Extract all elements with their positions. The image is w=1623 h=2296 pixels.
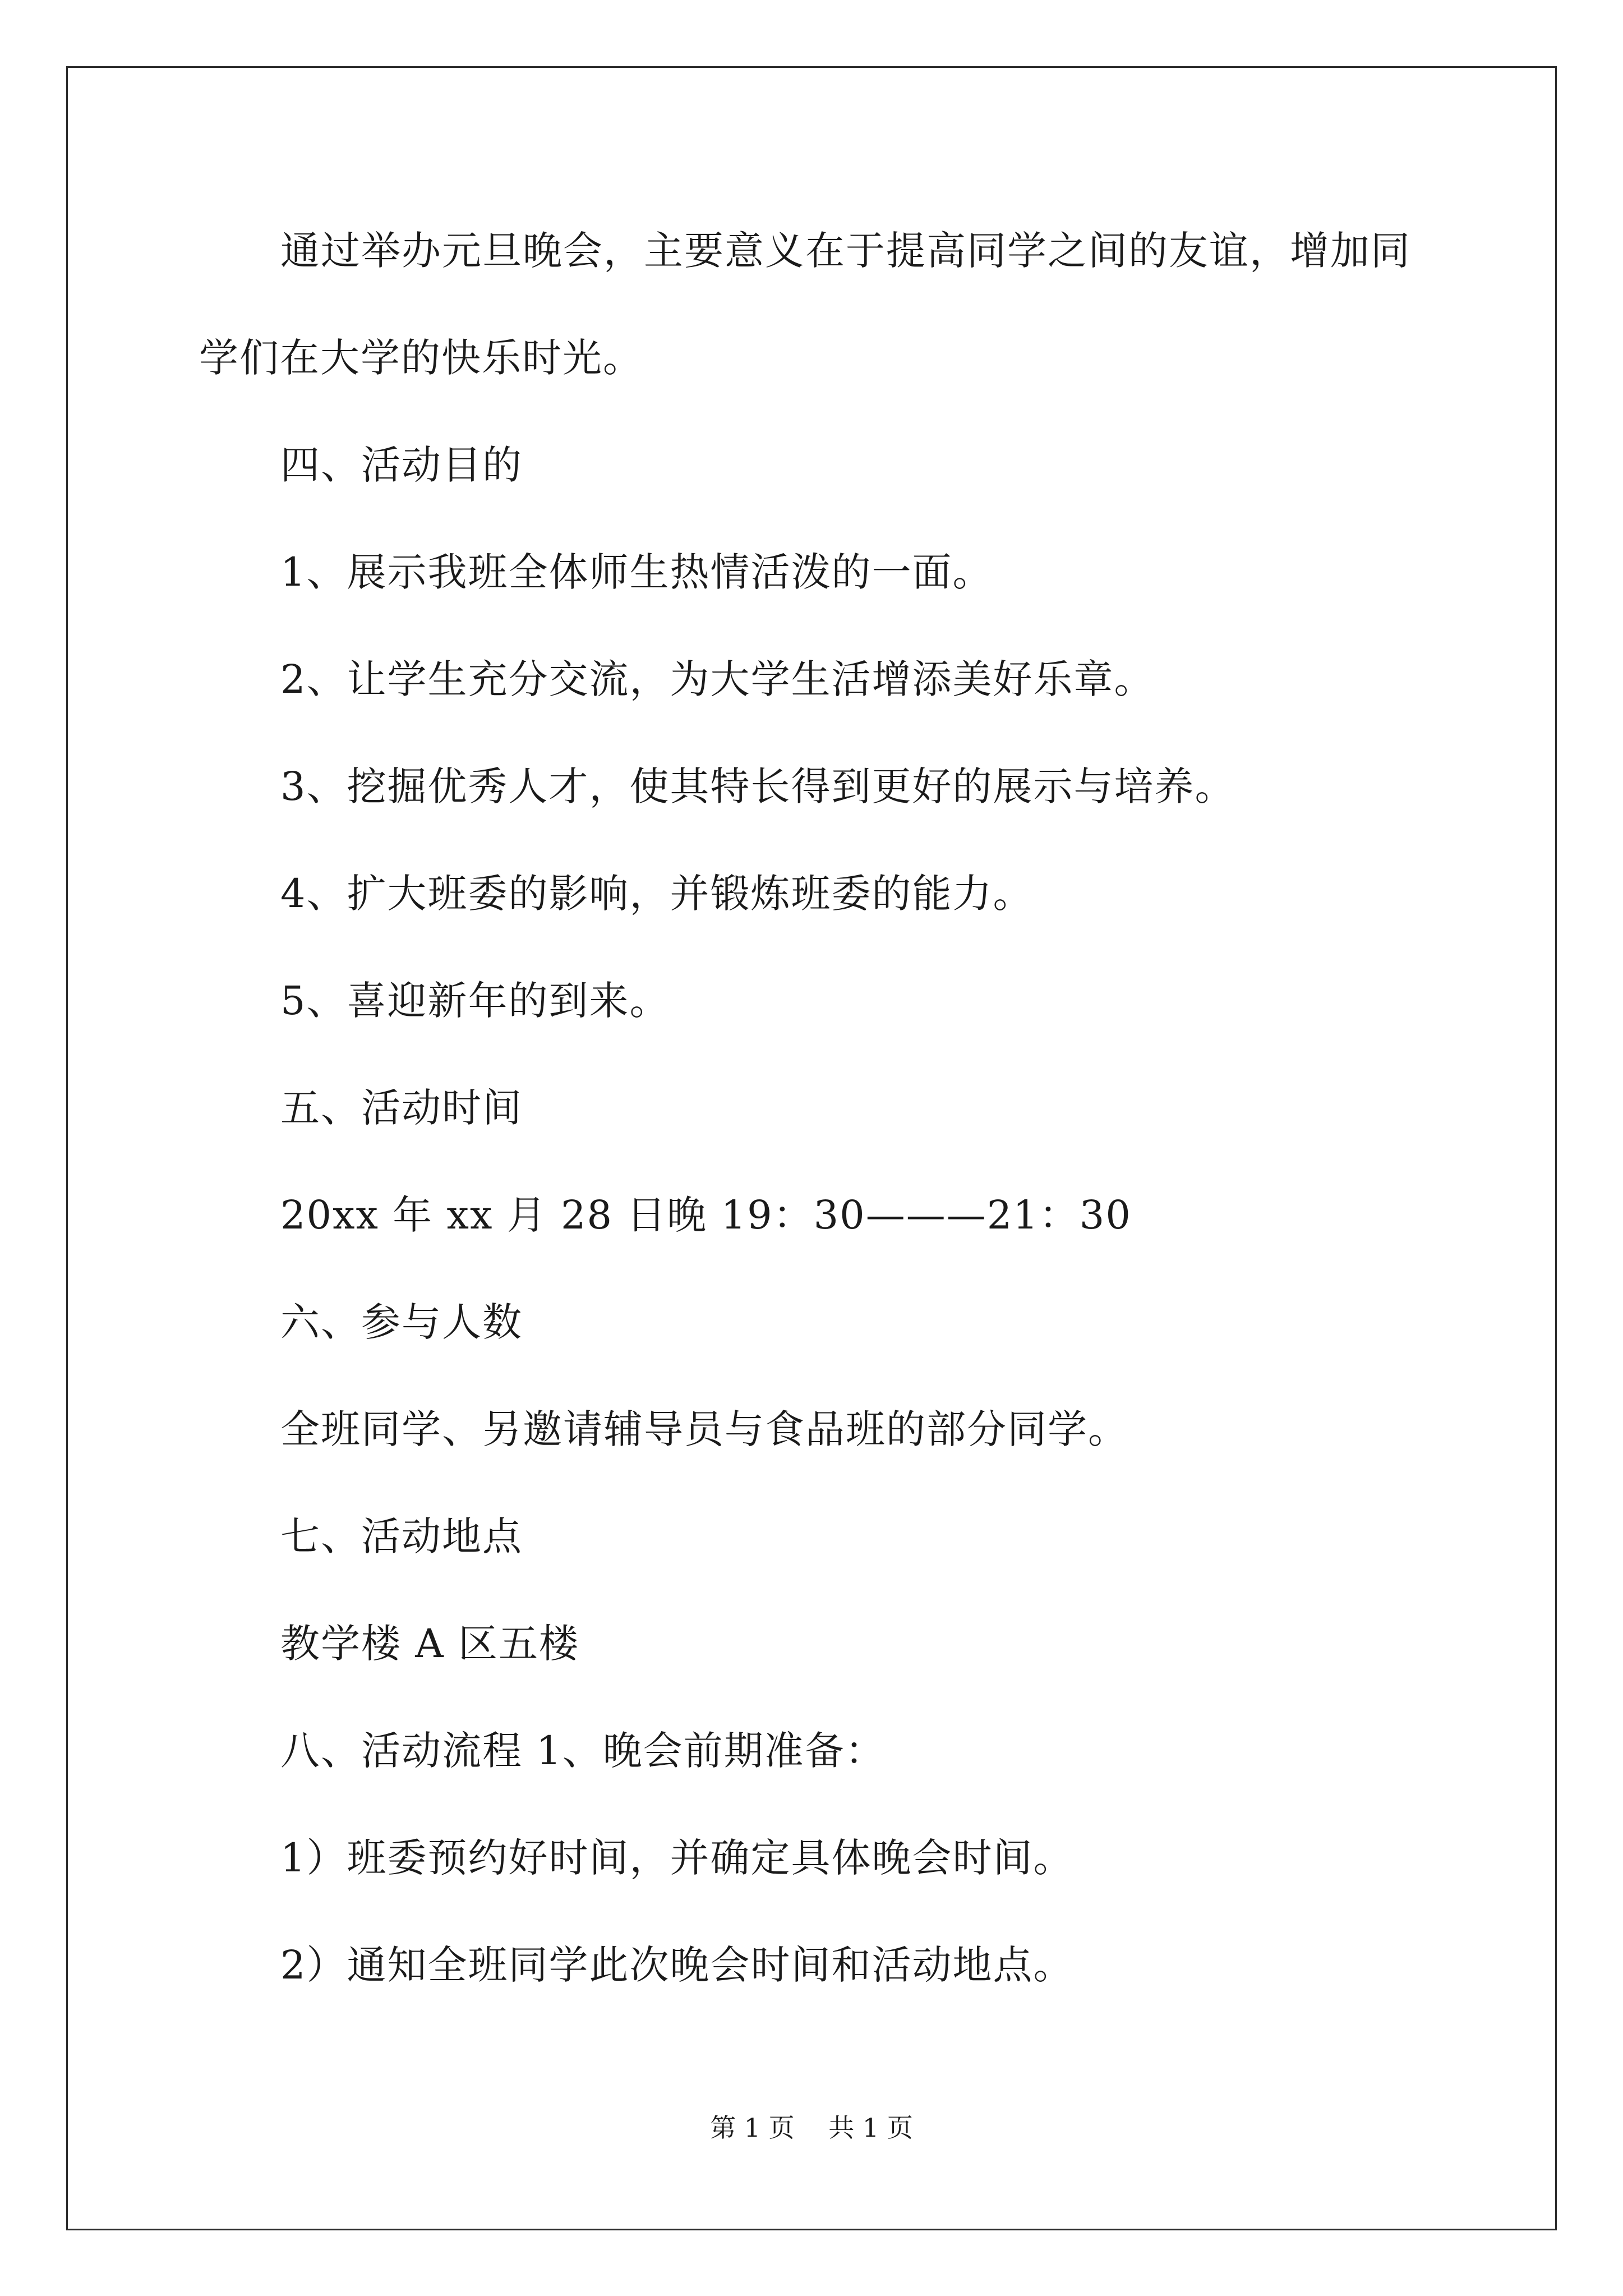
list-item-purpose-3: 3、挖掘优秀人才，使其特长得到更好的展示与培养。 — [280, 763, 1235, 809]
page-footer: 第 1 页 共 1 页 — [710, 2113, 913, 2143]
activity-time-value: 20xx 年 xx 月 28 日晚 19：30———21：30 — [280, 1192, 1132, 1238]
page-border — [66, 66, 1557, 2230]
heading-activity-process: 八、活动流程 1、晚会前期准备： — [280, 1728, 886, 1774]
list-item-purpose-4: 4、扩大班委的影响，并锻炼班委的能力。 — [280, 871, 1034, 917]
list-item-purpose-2: 2、让学生充分交流，为大学生活增添美好乐章。 — [280, 656, 1155, 702]
heading-participants: 六、参与人数 — [280, 1299, 523, 1345]
location-value: 教学楼 A 区五楼 — [280, 1621, 580, 1667]
list-item-purpose-5: 5、喜迎新年的到来。 — [280, 978, 670, 1024]
participants-value: 全班同学、另邀请辅导员与食品班的部分同学。 — [280, 1406, 1128, 1452]
heading-activity-purpose: 四、活动目的 — [280, 442, 523, 488]
paragraph-1-line-1: 通过举办元旦晚会，主要意义在于提高同学之间的友谊，增加同 — [280, 228, 1411, 274]
heading-location: 七、活动地点 — [280, 1513, 523, 1559]
paragraph-1-line-2: 学们在大学的快乐时光。 — [199, 335, 643, 381]
heading-activity-time: 五、活动时间 — [280, 1085, 523, 1131]
list-item-purpose-1: 1、展示我班全体师生热情活泼的一面。 — [280, 549, 993, 595]
process-step-2: 2）通知全班同学此次晚会时间和活动地点。 — [280, 1942, 1074, 1988]
process-step-1: 1）班委预约好时间，并确定具体晚会时间。 — [280, 1835, 1074, 1881]
